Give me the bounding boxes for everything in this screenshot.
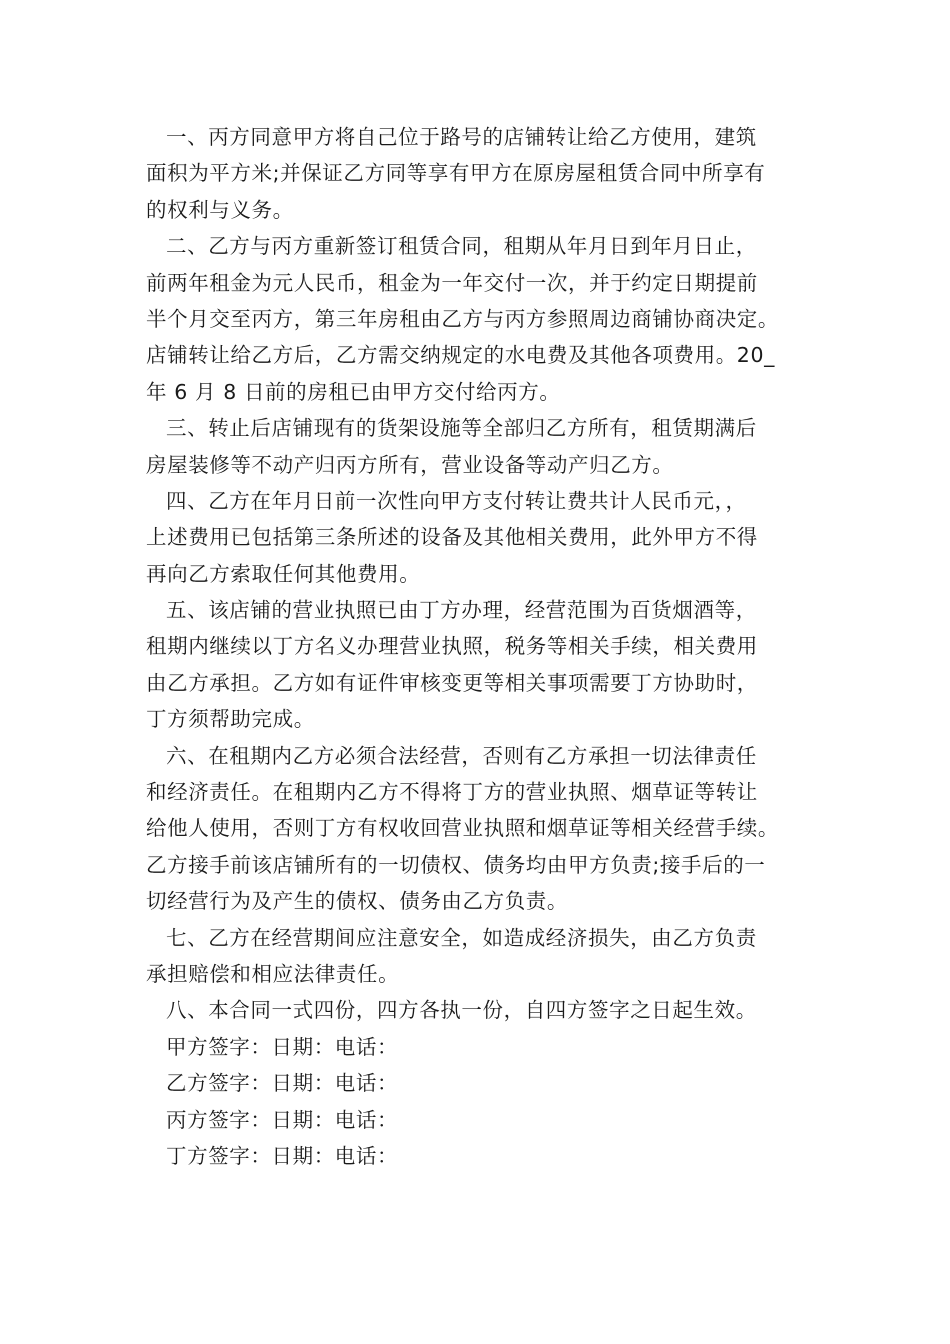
clause-4-line-1: 四、乙方在年月日前一次性向甲方支付转让费共计人民币元，， — [166, 488, 747, 513]
clause-7-line-1: 七、乙方在经营期间应注意安全，如造成经济损失，由乙方负责 — [166, 925, 757, 950]
clause-6-line-2: 和经济责任。在租期内乙方不得将丁方的营业执照、烟草证等转让 — [146, 780, 758, 805]
clause-6-line-1: 六、在租期内乙方必须合法经营，否则有乙方承担一切法律责任 — [166, 743, 757, 768]
contract-body — [146, 119, 826, 1174]
clause-5-line-1: 五、该店铺的营业执照已由丁方办理，经营范围为百货烟酒等， — [166, 598, 757, 623]
clause-5-line-3: 由乙方承担。乙方如有证件审核变更等相关事项需要丁方协助时， — [146, 670, 758, 695]
signature-party-d: 丁方签字：日期：电话： — [166, 1143, 399, 1168]
clause-2-line-2: 前两年租金为元人民币，租金为一年交付一次，并于约定日期提前 — [146, 270, 758, 295]
clause-1-line-3: 的权利与义务。 — [146, 197, 294, 222]
clause-4-line-3: 再向乙方索取任何其他费用。 — [146, 561, 421, 586]
clause-6-line-5: 切经营行为及产生的债权、债务由乙方负责。 — [146, 889, 568, 914]
clause-2-line-5: 年 6 月 8 日前的房租已由甲方交付给丙方。 — [146, 379, 561, 404]
signature-party-a: 甲方签字：日期：电话： — [166, 1034, 399, 1059]
clause-2-line-3: 半个月交至丙方，第三年房租由乙方与丙方参照周边商铺协商决定。 — [146, 306, 779, 331]
clause-3-line-1: 三、转止后店铺现有的货架设施等全部归乙方所有，租赁期满后 — [166, 416, 757, 441]
clause-2-line-1: 二、乙方与丙方重新签订租赁合同，租期从年月日到年月日止， — [166, 234, 757, 259]
clause-5-line-2: 租期内继续以丁方名义办理营业执照，税务等相关手续，相关费用 — [146, 634, 758, 659]
clause-7-line-2: 承担赔偿和相应法律责任。 — [146, 961, 400, 986]
clause-1-line-1: 一、丙方同意甲方将自己位于路号的店铺转让给乙方使用，建筑 — [166, 125, 757, 149]
signature-party-c: 丙方签字：日期：电话： — [166, 1107, 399, 1132]
clause-6-line-3: 给他人使用，否则丁方有权收回营业执照和烟草证等相关经营手续。 — [146, 816, 779, 841]
clause-6-line-4: 乙方接手前该店铺所有的一切债权、债务均由甲方负责;接手后的一 — [146, 852, 766, 877]
clause-4-line-2: 上述费用已包括第三条所述的设备及其他相关费用，此外甲方不得 — [146, 525, 758, 550]
clause-2-line-4: 店铺转让给乙方后，乙方需交纳规定的水电费及其他各项费用。20_ — [146, 343, 775, 368]
signature-party-b: 乙方签字：日期：电话： — [166, 1071, 399, 1096]
clause-3-line-2: 房屋装修等不动产归丙方所有，营业设备等动产归乙方。 — [146, 452, 674, 477]
clause-8-line-1: 八、本合同一式四份，四方各执一份，自四方签字之日起生效。 — [166, 998, 757, 1023]
clause-5-line-4: 丁方须帮助完成。 — [146, 707, 315, 732]
clause-1-line-2: 面积为平方米;并保证乙方同等享有甲方在原房屋租赁合同中所享有 — [146, 161, 766, 186]
